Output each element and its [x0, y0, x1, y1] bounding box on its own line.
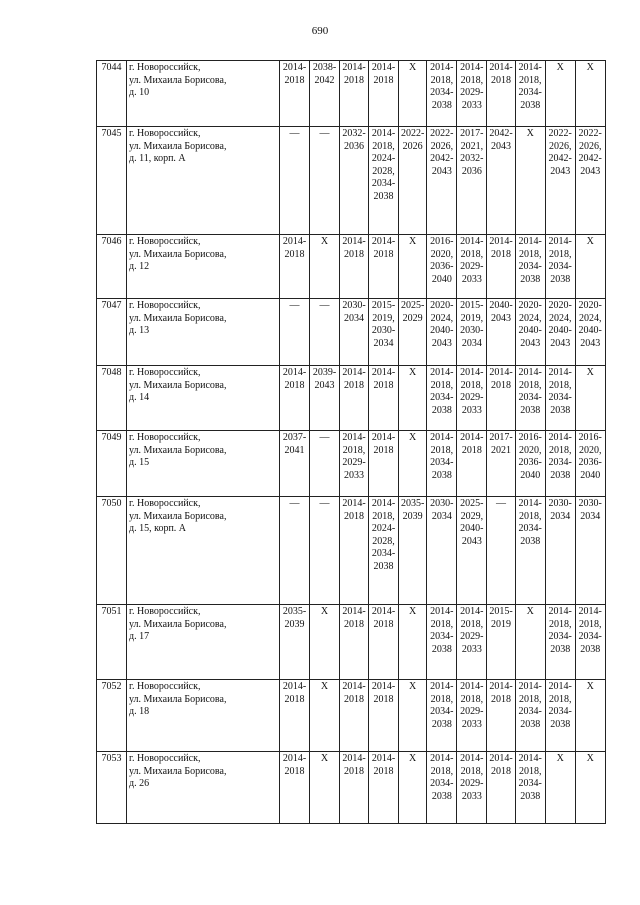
schedule-cell: 2014- 2018 — [487, 752, 515, 824]
schedule-cell: 2015- 2019 — [487, 605, 515, 680]
address-line: г. Новороссийск, — [129, 498, 201, 509]
schedule-cell: X — [310, 605, 340, 680]
schedule-cell: 2014- 2018 — [340, 752, 369, 824]
address-line: ул. Михаила Борисова, — [129, 140, 227, 152]
table-row — [97, 235, 606, 299]
schedule-cell: 2014- 2018, 2034- 2038 — [545, 431, 575, 497]
row-number: 7047 — [97, 299, 127, 366]
page-number: 690 — [311, 25, 329, 37]
schedule-cell: 2014- 2018, 2029- 2033 — [457, 605, 487, 680]
address-line: д. 13 — [129, 325, 150, 336]
address-line: д. 17 — [129, 631, 150, 642]
schedule-cell: 2038- 2042 — [310, 61, 340, 127]
schedule-cell: 2017- 2021 — [487, 431, 515, 497]
schedule-cell: X — [575, 235, 605, 299]
address-line: ул. Михаила Борисова, — [129, 510, 227, 522]
schedule-cell: 2025- 2029 — [399, 299, 427, 366]
schedule-cell: 2014- 2018, 2024- 2028, 2034- 2038 — [369, 497, 399, 605]
schedule-cell: 2022- 2026 — [399, 127, 427, 235]
schedule-cell: 2014- 2018 — [457, 431, 487, 497]
schedule-cell: 2014- 2018 — [340, 235, 369, 299]
schedule-cell: 2014- 2018 — [487, 235, 515, 299]
address-line: г. Новороссийск, — [129, 300, 201, 311]
housing-repair-schedule-table — [96, 60, 606, 824]
table-row — [97, 431, 606, 497]
address-line: ул. Михаила Борисова, — [129, 693, 227, 705]
schedule-cell: X — [575, 366, 605, 431]
address-cell — [127, 61, 280, 127]
address-line: ул. Михаила Борисова, — [129, 312, 227, 324]
schedule-cell: 2014- 2018 — [340, 61, 369, 127]
address-line: г. Новороссийск, — [129, 367, 201, 378]
address-cell — [127, 680, 280, 752]
address-cell — [127, 752, 280, 824]
schedule-cell: 2030- 2034 — [545, 497, 575, 605]
schedule-cell: 2030- 2034 — [575, 497, 605, 605]
schedule-cell: 2014- 2018 — [369, 235, 399, 299]
address-line: д. 18 — [129, 706, 150, 717]
schedule-cell: 2017- 2021, 2032- 2036 — [457, 127, 487, 235]
schedule-cell: 2014- 2018 — [369, 61, 399, 127]
schedule-cell: 2025- 2029, 2040- 2043 — [457, 497, 487, 605]
address-cell — [127, 366, 280, 431]
address-cell — [127, 299, 280, 366]
address-line: д. 15 — [129, 457, 150, 468]
address-line: ул. Михаила Борисова, — [129, 618, 227, 630]
schedule-cell: X — [399, 431, 427, 497]
schedule-cell: 2014- 2018 — [487, 61, 515, 127]
schedule-cell: — — [310, 431, 340, 497]
schedule-cell: 2014- 2018 — [487, 680, 515, 752]
schedule-cell: X — [545, 61, 575, 127]
schedule-cell: — — [310, 497, 340, 605]
address-cell — [127, 605, 280, 680]
address-cell — [127, 235, 280, 299]
schedule-cell: 2014- 2018, 2034- 2038 — [427, 605, 457, 680]
schedule-cell: 2014- 2018, 2034- 2038 — [515, 61, 545, 127]
table-row — [97, 752, 606, 824]
address-line: г. Новороссийск, — [129, 606, 201, 617]
address-line: г. Новороссийск, — [129, 681, 201, 692]
row-number: 7046 — [97, 235, 127, 299]
schedule-cell: 2014- 2018 — [340, 680, 369, 752]
address-line: ул. Михаила Борисова, — [129, 765, 227, 777]
schedule-cell: X — [310, 235, 340, 299]
schedule-cell: 2014- 2018 — [369, 366, 399, 431]
address-line: г. Новороссийск, — [129, 128, 201, 139]
schedule-cell: X — [310, 680, 340, 752]
schedule-cell: 2035- 2039 — [399, 497, 427, 605]
schedule-cell: 2014- 2018 — [280, 366, 310, 431]
address-line: г. Новороссийск, — [129, 753, 201, 764]
schedule-cell: X — [545, 752, 575, 824]
address-line: ул. Михаила Борисова, — [129, 248, 227, 260]
schedule-cell: 2014- 2018 — [280, 680, 310, 752]
schedule-cell: 2020- 2024, 2040- 2043 — [575, 299, 605, 366]
schedule-cell: 2014- 2018 — [280, 752, 310, 824]
schedule-cell: 2014- 2018, 2034- 2038 — [515, 366, 545, 431]
schedule-cell: — — [310, 127, 340, 235]
schedule-cell: 2014- 2018 — [369, 605, 399, 680]
address-cell — [127, 497, 280, 605]
schedule-cell: 2014- 2018, 2024- 2028, 2034- 2038 — [369, 127, 399, 235]
schedule-cell: 2016- 2020, 2036- 2040 — [575, 431, 605, 497]
schedule-cell: 2014- 2018, 2034- 2038 — [427, 431, 457, 497]
schedule-cell: X — [399, 680, 427, 752]
schedule-cell: 2014- 2018, 2034- 2038 — [515, 752, 545, 824]
schedule-cell: 2016- 2020, 2036- 2040 — [427, 235, 457, 299]
schedule-cell: 2014- 2018, 2034- 2038 — [545, 366, 575, 431]
address-line: д. 10 — [129, 87, 150, 98]
schedule-cell: 2040- 2043 — [487, 299, 515, 366]
address-line: д. 12 — [129, 261, 150, 272]
row-number: 7044 — [97, 61, 127, 127]
table-row — [97, 366, 606, 431]
schedule-cell: — — [280, 299, 310, 366]
schedule-cell: 2014- 2018, 2029- 2033 — [457, 61, 487, 127]
schedule-cell: 2022- 2026, 2042- 2043 — [427, 127, 457, 235]
schedule-cell: X — [575, 61, 605, 127]
schedule-cell: 2039- 2043 — [310, 366, 340, 431]
schedule-cell: 2014- 2018, 2034- 2038 — [545, 235, 575, 299]
schedule-cell: X — [399, 752, 427, 824]
table-row — [97, 299, 606, 366]
address-line: д. 26 — [129, 778, 150, 789]
address-cell — [127, 431, 280, 497]
schedule-cell: 2014- 2018 — [340, 497, 369, 605]
row-number: 7051 — [97, 605, 127, 680]
schedule-cell: 2014- 2018, 2034- 2038 — [427, 680, 457, 752]
schedule-cell: — — [280, 497, 310, 605]
address-line: г. Новороссийск, — [129, 62, 201, 73]
schedule-cell: X — [399, 605, 427, 680]
address-line: д. 14 — [129, 392, 150, 403]
schedule-cell: 2014- 2018, 2034- 2038 — [515, 497, 545, 605]
schedule-cell: X — [310, 752, 340, 824]
schedule-cell: 2014- 2018 — [487, 366, 515, 431]
schedule-cell: 2022- 2026, 2042- 2043 — [545, 127, 575, 235]
address-cell — [127, 127, 280, 235]
schedule-cell: 2015- 2019, 2030- 2034 — [457, 299, 487, 366]
schedule-cell: 2014- 2018, 2029- 2033 — [457, 366, 487, 431]
schedule-cell: 2032- 2036 — [340, 127, 369, 235]
schedule-cell: 2014- 2018, 2029- 2033 — [457, 752, 487, 824]
schedule-cell: 2014- 2018, 2029- 2033 — [457, 680, 487, 752]
schedule-cell: 2015- 2019, 2030- 2034 — [369, 299, 399, 366]
schedule-cell: 2014- 2018 — [340, 605, 369, 680]
row-number: 7052 — [97, 680, 127, 752]
schedule-cell: X — [399, 235, 427, 299]
schedule-cell: 2014- 2018 — [369, 680, 399, 752]
schedule-cell: X — [515, 127, 545, 235]
schedule-cell: 2020- 2024, 2040- 2043 — [545, 299, 575, 366]
schedule-cell: X — [575, 680, 605, 752]
schedule-cell: — — [280, 127, 310, 235]
schedule-cell: 2035- 2039 — [280, 605, 310, 680]
schedule-cell: X — [399, 61, 427, 127]
schedule-cell: 2022- 2026, 2042- 2043 — [575, 127, 605, 235]
address-line: д. 11, корп. А — [129, 153, 186, 164]
schedule-cell: 2030- 2034 — [340, 299, 369, 366]
schedule-cell: 2020- 2024, 2040- 2043 — [515, 299, 545, 366]
schedule-cell: 2030- 2034 — [427, 497, 457, 605]
schedule-cell: 2014- 2018, 2034- 2038 — [575, 605, 605, 680]
address-line: д. 15, корп. А — [129, 523, 187, 534]
schedule-cell: 2042- 2043 — [487, 127, 515, 235]
address-line: ул. Михаила Борисова, — [129, 379, 227, 391]
schedule-cell: 2014- 2018, 2029- 2033 — [340, 431, 369, 497]
schedule-cell: 2014- 2018 — [280, 61, 310, 127]
table-row — [97, 680, 606, 752]
table-row — [97, 61, 606, 127]
schedule-cell: X — [399, 366, 427, 431]
schedule-cell: 2014- 2018 — [369, 752, 399, 824]
schedule-cell: X — [515, 605, 545, 680]
address-line: г. Новороссийск, — [129, 432, 201, 443]
row-number: 7045 — [97, 127, 127, 235]
schedule-cell: 2014- 2018, 2034- 2038 — [427, 366, 457, 431]
schedule-cell: 2014- 2018, 2034- 2038 — [545, 605, 575, 680]
address-line: ул. Михаила Борисова, — [129, 74, 227, 86]
schedule-cell: 2014- 2018, 2034- 2038 — [545, 680, 575, 752]
schedule-cell: 2014- 2018 — [369, 431, 399, 497]
row-number: 7049 — [97, 431, 127, 497]
schedule-cell: 2014- 2018, 2029- 2033 — [457, 235, 487, 299]
row-number: 7050 — [97, 497, 127, 605]
table-row — [97, 127, 606, 235]
schedule-cell: 2014- 2018, 2034- 2038 — [427, 61, 457, 127]
address-line: г. Новороссийск, — [129, 236, 201, 247]
schedule-cell: X — [575, 752, 605, 824]
schedule-cell: — — [487, 497, 515, 605]
row-number: 7048 — [97, 366, 127, 431]
row-number: 7053 — [97, 752, 127, 824]
schedule-cell: 2020- 2024, 2040- 2043 — [427, 299, 457, 366]
schedule-cell: — — [310, 299, 340, 366]
schedule-cell: 2014- 2018 — [280, 235, 310, 299]
schedule-cell: 2037- 2041 — [280, 431, 310, 497]
schedule-cell: 2014- 2018, 2034- 2038 — [515, 680, 545, 752]
schedule-cell: 2014- 2018, 2034- 2038 — [515, 235, 545, 299]
schedule-cell: 2014- 2018 — [340, 366, 369, 431]
address-line: ул. Михаила Борисова, — [129, 444, 227, 456]
table-row — [97, 605, 606, 680]
table-row — [97, 497, 606, 605]
schedule-cell: 2014- 2018, 2034- 2038 — [427, 752, 457, 824]
schedule-cell: 2016- 2020, 2036- 2040 — [515, 431, 545, 497]
